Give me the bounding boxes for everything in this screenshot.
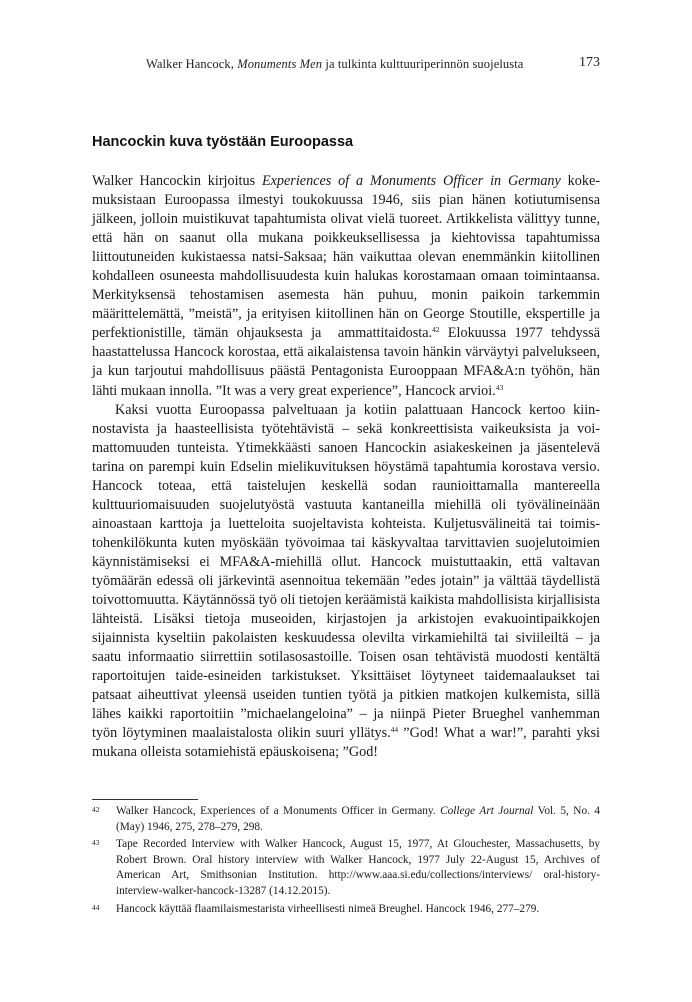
paragraph-2-text-a: Kaksi vuotta Euroopassa palveltuaan ja kotiin palattuaan Hancock kertoo kiinnostavista ja haasteellisista työtehtävistä – sekä konkreettisista vaikeuksista ja voimattomuuden tunteista. Ytimekkäästi sanoen Hancockin asiakeskeinen ja jäsentelevä tarina on parempi kuin Edselin mielikuvituksen höystämä tapahtumia korostava versio. Hancock toteaa, että taistelujen keskellä sodan raunioittamalla mantereella kulttuuriomaisuuden suojelutyöstä vastuuta kantaneilla miehillä oli työvälineinään ainoastaan karttoja ja luetteloita suojeltavista kohteista. Kuljetusvälineitä tai toimistohenkilökunta kuten myöskään työvoimaa tai käskyvaltaa tarvittavien suojelutoimien käynnistämiseksi ei MFA&A-miehillä ollut. Hancock muistuttaakin, että valtavan työmäärän edessä oli järkevintä asennoitua tekemään ”edes jotain” ja välttää täydellistä toivottomuutta. Käytännössä työ oli tietojen keräämistä kaikista mahdollisista kirjallisista lähteistä. Lisäksi tietoja museoiden, kirjastojen ja arkistojen evakuointipaikkojen sijainnista kyseltiin pakolaisten keskuudessa olevilta virkamiehiltä tai siviileiltä – ja saatu informaatio siirrettiin sotilasosastoille. Toisen osan tehtävistä muodosti kentältä raportoitujen taide-esineiden tarkistukset. Yksittäiset löytyneet taidemaalaukset tai patsaat aiheuttivat yleensä useiden tuntien työtä ja pitkien matkojen kulkemista, sillä lähes kaikki raportoitiin ”michaelangeloina” – ja niinpä Pieter Brueghel vanhemman työn löytyminen maalaistalosta olikin suuri yllätys. [92, 401, 600, 742]
paragraph-2 [92, 401, 600, 763]
body-text [92, 172, 600, 762]
footnote-text-pre: Tape Recorded Interview with Walker Hancock, August 15, 1977, At Glouchester, Massachusetts, by Robert Brown. Oral history interview with Walker Hancock, 1977 July 22-August 15, Archives of American Art, Smithsonian Institution. http://www.aaa.si.edu/collections/interviews/ oral-history-interview-walker-hancock-13287 (14.12.2015). [116, 838, 600, 897]
footnote-ref-42[interactable]: 42 [432, 325, 440, 335]
paragraph-1-text-b: kokemuksistaan Euroopassa ilmestyi toukokuussa 1946, siis pian hänen kotiutumisensa jälkeen, jolloin muistikuvat tapahtumista olivat vielä tuoreet. Artikkelista välittyy tunne, että hän on saanut olla mukana poikkeuksellisessa ja kiehtovissa tapahtumissa liittoutuneiden kukistaessa natsi-Saksaa; hän vaikuttaa olevan enemmänkin kiitollinen kohdalleen osuneesta mahdollisuudesta kuin halukas korostamaan omaan toimintaansa. Merkityksensä tehostamisen asemesta hän puhuu, monin paikoin tarkemmin määrittelemättä, ”meistä”, ja erityisen kiitollinen hän on George Stoutille, ekspertille ja perfektionistille, tämän ohjauksesta ja ammattitaidosta. [92, 173, 600, 342]
footnote-text-pre: Walker Hancock, Experiences of a Monuments Officer in Germany. [116, 805, 441, 817]
paragraph-1-text-a: Walker Hancockin kirjoitus [92, 173, 262, 189]
footnote-number: 43 [92, 838, 100, 848]
footnote [92, 902, 600, 918]
running-head-post: ja tulkinta kulttuuriperinnön suojelusta [322, 57, 524, 71]
section-heading: Hancockin kuva työstään Euroopassa [92, 134, 354, 150]
footnote-text [116, 837, 600, 899]
running-head-pre: Walker Hancock, [146, 57, 238, 71]
footnote-ref-44[interactable]: 44 [390, 725, 399, 735]
running-head-book-title: Monuments Men [237, 57, 323, 71]
footnote-text [116, 804, 600, 835]
paragraph-1-text-c: Elokuussa 1977 tehdyssä haastattelussa Hancock korostaa, että aikalaistensa tavoin hänkin värväytyi palvelukseen, ja kun tarjoutui mahdollisuus päästä Pentagonista Eurooppaan MFA&A:n työhön, hän lähti mukaan innolla. ”It was a very great experience”, Hancock arvioi. [92, 325, 600, 399]
page-number: 173 [579, 55, 600, 70]
running-head [146, 57, 523, 72]
footnote [92, 804, 600, 835]
journal-title: College Art Journal [440, 805, 534, 817]
footnote-number: 42 [92, 805, 100, 814]
footnote [92, 837, 600, 899]
footnote-number: 44 [92, 902, 100, 912]
footnotes [92, 804, 600, 919]
paragraph-2-text-b: ”God! What a war!”, parahti yksi mukana olleista sotamiehistä epäuskoisena; ”God! [92, 725, 600, 761]
footnote-text-post: Vol. 5, No. 4 (May) 1946, 275, 278–279, 298. [116, 805, 600, 833]
footnote-ref-43[interactable]: 43 [495, 382, 504, 392]
footnote-text [116, 902, 600, 918]
footnote-separator [92, 799, 198, 800]
paragraph-1 [92, 172, 600, 401]
article-title: Experiences of a Monuments Officer in Germany [261, 173, 561, 189]
footnote-text-pre: Hancock käyttää flaamilaismestarista virheellisesti nimeä Breughel. Hancock 1946, 277–279. [116, 902, 540, 915]
